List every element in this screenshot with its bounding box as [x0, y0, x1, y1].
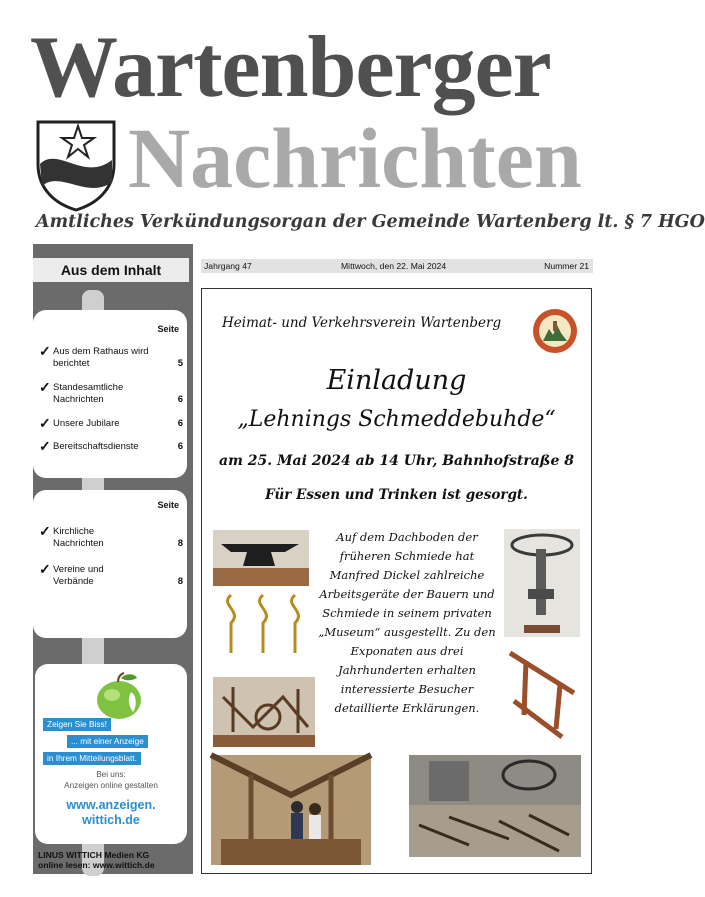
toc-item-page: 8	[177, 538, 183, 549]
toc-page-header: Seite	[157, 324, 179, 334]
toc-item-label: Unsere Jubilare	[53, 418, 120, 429]
attic-visitors-photo	[211, 755, 371, 865]
publisher-online: online lesen: www.wittich.de	[38, 860, 155, 870]
wooden-equipment-photo	[213, 677, 315, 747]
wooden-sled-photo	[504, 641, 580, 745]
ad-text: Anzeigen online gestalten	[64, 781, 158, 790]
sidebar-contents	[33, 244, 193, 874]
anvil-photo	[213, 530, 309, 586]
publisher-footer	[38, 850, 188, 870]
brass-tools-photo	[215, 589, 311, 659]
notice-organization: Heimat- und Verkehrsverein Wartenberg	[222, 315, 502, 331]
toc-item-page: 8	[177, 576, 183, 587]
checkmark-icon: ✓	[39, 379, 51, 395]
ad-tag: in Ihrem Mitteilungsblatt.	[43, 752, 141, 765]
checkmark-icon: ✓	[39, 343, 51, 359]
masthead-title-line2: Nachrichten	[128, 110, 582, 206]
tools-collection-photo	[409, 755, 581, 857]
toc-item-page: 6	[177, 418, 183, 429]
ad-url[interactable]: wittich.de	[82, 813, 140, 827]
notice-date: am 25. Mai 2024 ab 14 Uhr, Bahnhofstraße 8	[219, 453, 574, 469]
issue-date: Mittwoch, den 22. Mai 2024	[341, 261, 447, 271]
advertisement-box[interactable]	[35, 664, 187, 844]
notice-event-name: „Lehnings Schmeddebuhde“	[237, 407, 556, 432]
toc-item-label: Vereine und Verbände	[53, 564, 104, 587]
toc-item-label: Standesamtliche Nachrichten	[53, 382, 124, 405]
toc-card-1	[33, 310, 187, 478]
notice-food: Für Essen und Trinken ist gesorgt.	[265, 487, 528, 503]
toc-item-page: 5	[177, 358, 183, 369]
masthead-subtitle: Amtliches Verkündungsorgan der Gemeinde Wartenberg lt. § 7 HGO	[36, 212, 705, 232]
toc-card-2	[33, 490, 187, 638]
toc-item-label: Bereitschaftsdienste	[53, 441, 139, 452]
invitation-notice	[201, 288, 592, 874]
municipal-crest-star-icon	[34, 116, 118, 212]
ad-tag: ... mit einer Anzeige	[67, 735, 148, 748]
toc-item-label: Aus dem Rathaus wird berichtet	[53, 346, 149, 369]
toc-item-label: Kirchliche Nachrichten	[53, 526, 104, 549]
sidebar-heading: Aus dem Inhalt	[33, 258, 189, 282]
club-logo-icon	[531, 307, 579, 355]
checkmark-icon: ✓	[39, 438, 51, 454]
notice-body: Auf dem Dachboden der früheren Schmiede hat Manfred Dickel zahlreiche Arbeitsgeräte der Bauern und Schmiede in seinem privaten „Museum“ ausgestellt. Zu den Exponaten aus drei Jahrhunderten erhalten interessierte Besucher detaillierte Erklärungen.	[318, 530, 496, 715]
issue-number: Nummer 21	[544, 261, 589, 271]
drill-press-photo	[504, 529, 580, 637]
issue-volume: Jahrgang 47	[204, 261, 252, 271]
ad-text: Bei uns:	[96, 770, 126, 779]
ad-url[interactable]: www.anzeigen.	[66, 798, 156, 812]
masthead-title-line1: Wartenberger	[30, 19, 551, 116]
apple-icon	[91, 672, 143, 720]
publisher-name: LINUS WITTICH Medien KG	[38, 850, 150, 860]
notice-heading: Einladung	[326, 365, 467, 396]
issue-info-bar	[201, 259, 593, 273]
checkmark-icon: ✓	[39, 523, 51, 539]
toc-item-page: 6	[177, 394, 183, 405]
toc-item-page: 6	[177, 441, 183, 452]
checkmark-icon: ✓	[39, 561, 51, 577]
ad-tag: Zeigen Sie Biss!	[43, 718, 111, 731]
toc-page-header: Seite	[157, 500, 179, 510]
checkmark-icon: ✓	[39, 415, 51, 431]
